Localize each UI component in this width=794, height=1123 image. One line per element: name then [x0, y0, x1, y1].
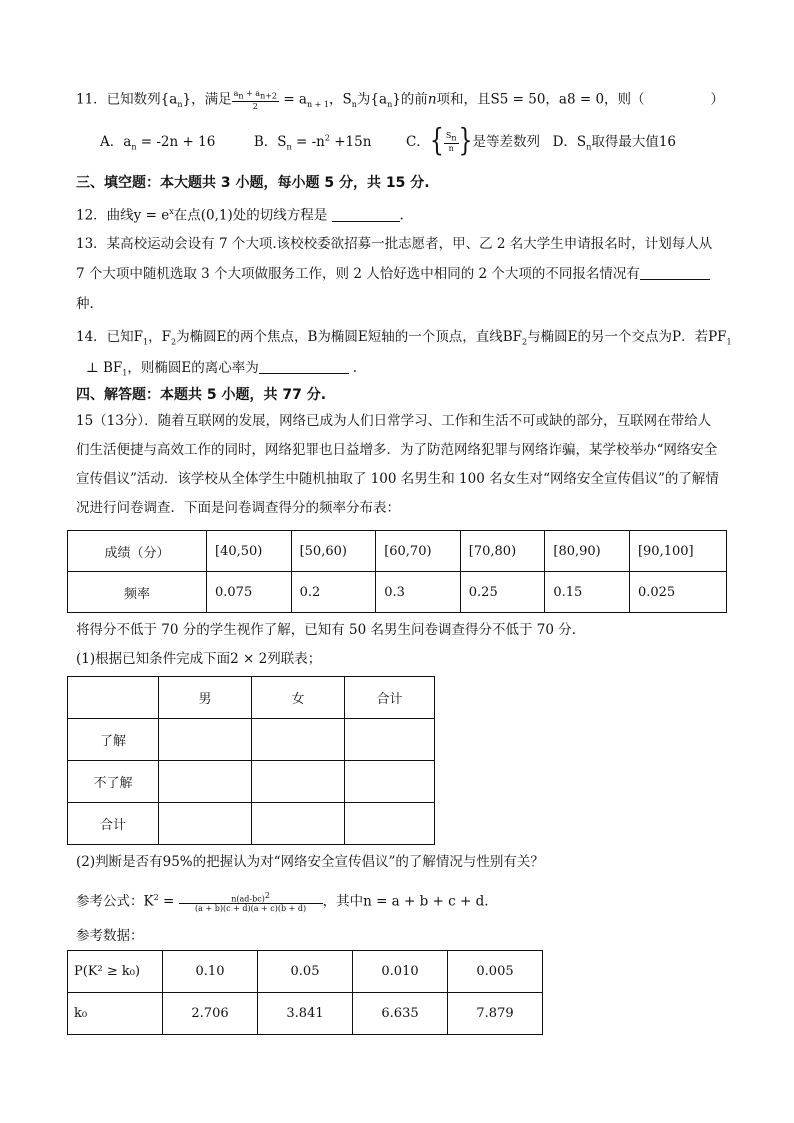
q11-text: 为{a [356, 91, 388, 108]
section-3-heading: 三、填空题：本大题共 3 小题，每小题 5 分，共 15 分. [76, 175, 430, 191]
table-cell[interactable] [345, 803, 435, 845]
table-row: 合计 [68, 803, 435, 845]
q11-text: }的前 [392, 91, 428, 108]
table-cell[interactable] [159, 761, 252, 803]
table-cell[interactable] [252, 803, 345, 845]
q11-text: 项和，且S5 = 50，a8 = 0，则（ [436, 91, 645, 108]
question-14-line2: ⊥ $BF_1$，则椭圆E的离心率为 . [86, 360, 358, 378]
q11-text: }，满足 [182, 91, 232, 108]
question-13-line1: 13．某高校运动会设有 7 个大项.该校校委欲招募一批志愿者，甲、乙 2 名大学生申请报名时，计划每人从 [76, 236, 713, 252]
table-row: P(K² ≥ k₀) 0.10 0.05 0.010 0.005 [68, 951, 543, 993]
part-2-text: (2)判断是否有95%的把握认为对“网络安全宣传倡议”的了解情况与性别有关？ [76, 854, 544, 870]
question-15-paragraph: 15（13分）．随着互联网的发展，网络已成为人们日常学习、工作和生活不可或缺的部分，互联网在带给人们生活便捷与高效工作的同时，网络犯罪也日益增多．为了防范网络犯罪与网络诈骗，某学校举办“网络安全宣传倡议”活动．该学校从全体学生中随机抽取了 100 名男生和 100 名女生对“网络安全宣传倡议”的了解情况进行问卷调查．下面是问卷调查得分的频率分布表： [76, 413, 719, 516]
reference-table [67, 950, 543, 1035]
answer-blank[interactable] [259, 359, 349, 374]
question-11-stem: 11．已知数列$\{a_n\}$，满足 $\frac{a_n + a_{n+2}}{2}$ = $a_{n + 1}$，$S_n$为$\{a_n\}$的前n项和，且S5 = 50，a8 = 0，则（ ） [76, 89, 725, 111]
table-row: 男 女 合计 [68, 677, 435, 719]
answer-blank[interactable] [640, 265, 710, 280]
table-cell[interactable] [345, 719, 435, 761]
question-13-line3: 种. [76, 296, 94, 312]
question-13-line2: 7 个大项中随机选取 3 个大项做服务工作，则 2 人恰好选中相同的 2 个大项的不同报名情况有 [76, 264, 710, 284]
table-row: 了解 [68, 719, 435, 761]
q11-text: 11．已知数列{a [76, 91, 178, 108]
table-row: k₀ 2.706 3.841 6.635 7.879 [68, 993, 543, 1035]
option-b: B．$S_n = -n^2 +15n$ [253, 133, 372, 152]
answer-blank[interactable] [332, 207, 400, 222]
table-row: 频率 0.075 0.2 0.3 0.25 0.15 0.025 [68, 572, 727, 613]
question-12: 12．曲线$y = e^x$在点(0,1)处的切线方程是 . [76, 207, 404, 224]
question-11-options [100, 123, 677, 159]
question-14-line1: 14．已知$F_1$，$F_2$为椭圆E的两个焦点，B为椭圆E短轴的一个顶点，直线$BF_2$与椭圆E的另一个交点为P．若$PF_1$ [76, 329, 732, 347]
after-table-text: 将得分不低于 70 分的学生视作了解，已知有 50 名男生问卷调查得分不低于 70 分. [76, 622, 577, 638]
option-d: D．$S_n$取得最大值16 [552, 133, 677, 152]
q11-text: = a [279, 91, 307, 108]
q11-fraction: $\frac{a_n + a_{n+2}}{2}$ [233, 89, 278, 111]
table-cell[interactable] [159, 719, 252, 761]
option-a: A．$a_n = -2n + 16$ [100, 133, 216, 152]
reference-label: 参考数据： [76, 928, 144, 944]
table-cell[interactable] [345, 761, 435, 803]
formula-line: 参考公式：$K^2$ = $\frac{n(ad-bc)^2}{(a + b)(c + d)(a + c)(b + d)}$ ，其中n = a + b + c + d. [76, 890, 489, 914]
formula-fraction: $\frac{n(ad-bc)^2}{(a + b)(c + d)(a + c)(b + d)}$ [179, 891, 323, 914]
frequency-table [67, 530, 727, 613]
contingency-table [67, 676, 435, 845]
q11-text: ，S [329, 91, 352, 108]
table-cell[interactable] [159, 803, 252, 845]
table-row: 成绩（分） [40,50) [50,60) [60,70) [70,80) [80,90) [90,100] [68, 531, 727, 572]
table-cell[interactable] [252, 761, 345, 803]
option-c: C．{ $\frac{S_n}{n}$ }是等差数列 [406, 123, 541, 159]
part-1-text: (1)根据已知条件完成下面2 × 2列联表； [76, 651, 322, 667]
table-cell[interactable] [252, 719, 345, 761]
table-row: 不了解 [68, 761, 435, 803]
section-4-heading: 四、解答题：本题共 5 小题，共 77 分. [76, 387, 327, 403]
